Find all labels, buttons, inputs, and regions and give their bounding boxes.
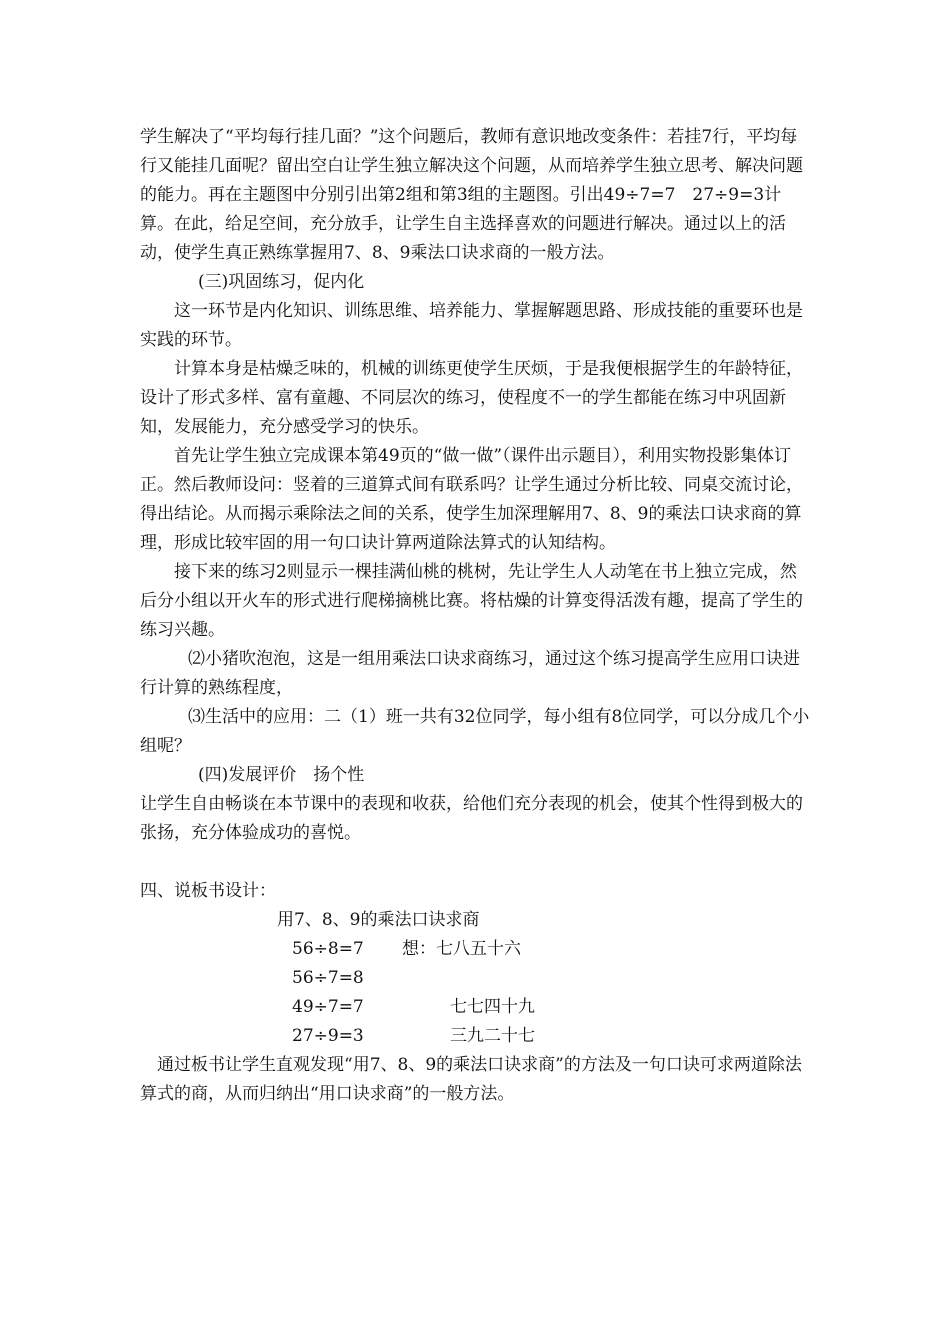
paragraph-intro: 学生解决了“平均每行挂几面？”这个问题后，教师有意识地改变条件：若挂7行，平均每行又能挂几面呢？留出空白让学生独立解决这个问题，从而培养学生独立思考、解决问题的能力。再在主题图中分别引出第2组和第3组的主题图。引出49÷7=7 27÷9=3计算。在此，给足空间，充分放手，让学生自主选择喜欢的问题进行解决。通过以上的活动，使学生真正熟练掌握用7、8、9乘法口诀求商的一般方法。	[140, 127, 803, 263]
paragraph-board-summary: 通过板书让学生直观发现“用7、8、9的乘法口诀求商”的方法及一句口诀可求两道除法算式的商，从而归纳出“用口诀求商”的一般方法。	[140, 1055, 802, 1104]
heading-consolidate-practice: (三)巩固练习，促内化	[198, 272, 365, 292]
board-equation-4: 27÷9=3	[292, 1026, 364, 1046]
paragraph-calculation: 计算本身是枯燥乏味的，机械的训练更使学生厌烦，于是我便根据学生的年龄特征，设计了形式多样、富有童趣、不同层次的练习，使程度不一的学生都能在练习中巩固新知，发展能力，充分感受学习的快乐。	[140, 359, 803, 437]
board-rhyme-4: 三九二十七	[450, 1026, 535, 1046]
section-board-design: 四、说板书设计：	[140, 881, 276, 901]
paragraph-free-talk: 让学生自由畅谈在本节课中的表现和收获，给他们充分表现的机会，使其个性得到极大的张扬，充分体验成功的喜悦。	[140, 794, 803, 843]
board-equation-2: 56÷7=8	[292, 968, 364, 988]
board-title: 用7、8、9的乘法口诀求商	[277, 910, 480, 930]
paragraph-piglet-bubbles: ⑵小猪吹泡泡，这是一组用乘法口诀求商练习，通过这个练习提高学生应用口诀进行计算的熟练程度，	[140, 649, 800, 698]
paragraph-internalize: 这一环节是内化知识、训练思维、培养能力、掌握解题思路、形成技能的重要环也是实践的环节。	[140, 301, 803, 350]
board-equation-3: 49÷7=7	[292, 997, 364, 1017]
board-think-note: 想：七八五十六	[402, 939, 521, 959]
board-equation-1: 56÷8=7	[292, 939, 364, 959]
blackboard-design	[140, 906, 812, 1051]
paragraph-textbook-exercise: 首先让学生独立完成课本第49页的“做一做”（课件出示题目），利用实物投影集体订正。然后教师设问：竖着的三道算式间有联系吗？让学生通过分析比较、同桌交流讨论，得出结论。从而揭示乘除法之间的关系，使学生加深理解用7、8、9的乘法口诀求商的算理，形成比较牢固的用一句口诀计算两道除法算式的认知结构。	[140, 446, 803, 553]
heading-development-evaluation: (四)发展评价 扬个性	[198, 765, 365, 785]
board-rhyme-3: 七七四十九	[450, 997, 535, 1017]
document-body	[140, 123, 812, 1109]
paragraph-life-application: ⑶生活中的应用：二（1）班一共有32位同学，每小组有8位同学，可以分成几个小组呢？	[140, 707, 810, 756]
spacer	[140, 848, 812, 877]
paragraph-peach-tree: 接下来的练习2则显示一棵挂满仙桃的桃树，先让学生人人动笔在书上独立完成，然后分小组以开火车的形式进行爬梯摘桃比赛。将枯燥的计算变得活泼有趣，提高了学生的练习兴趣。	[140, 562, 803, 640]
